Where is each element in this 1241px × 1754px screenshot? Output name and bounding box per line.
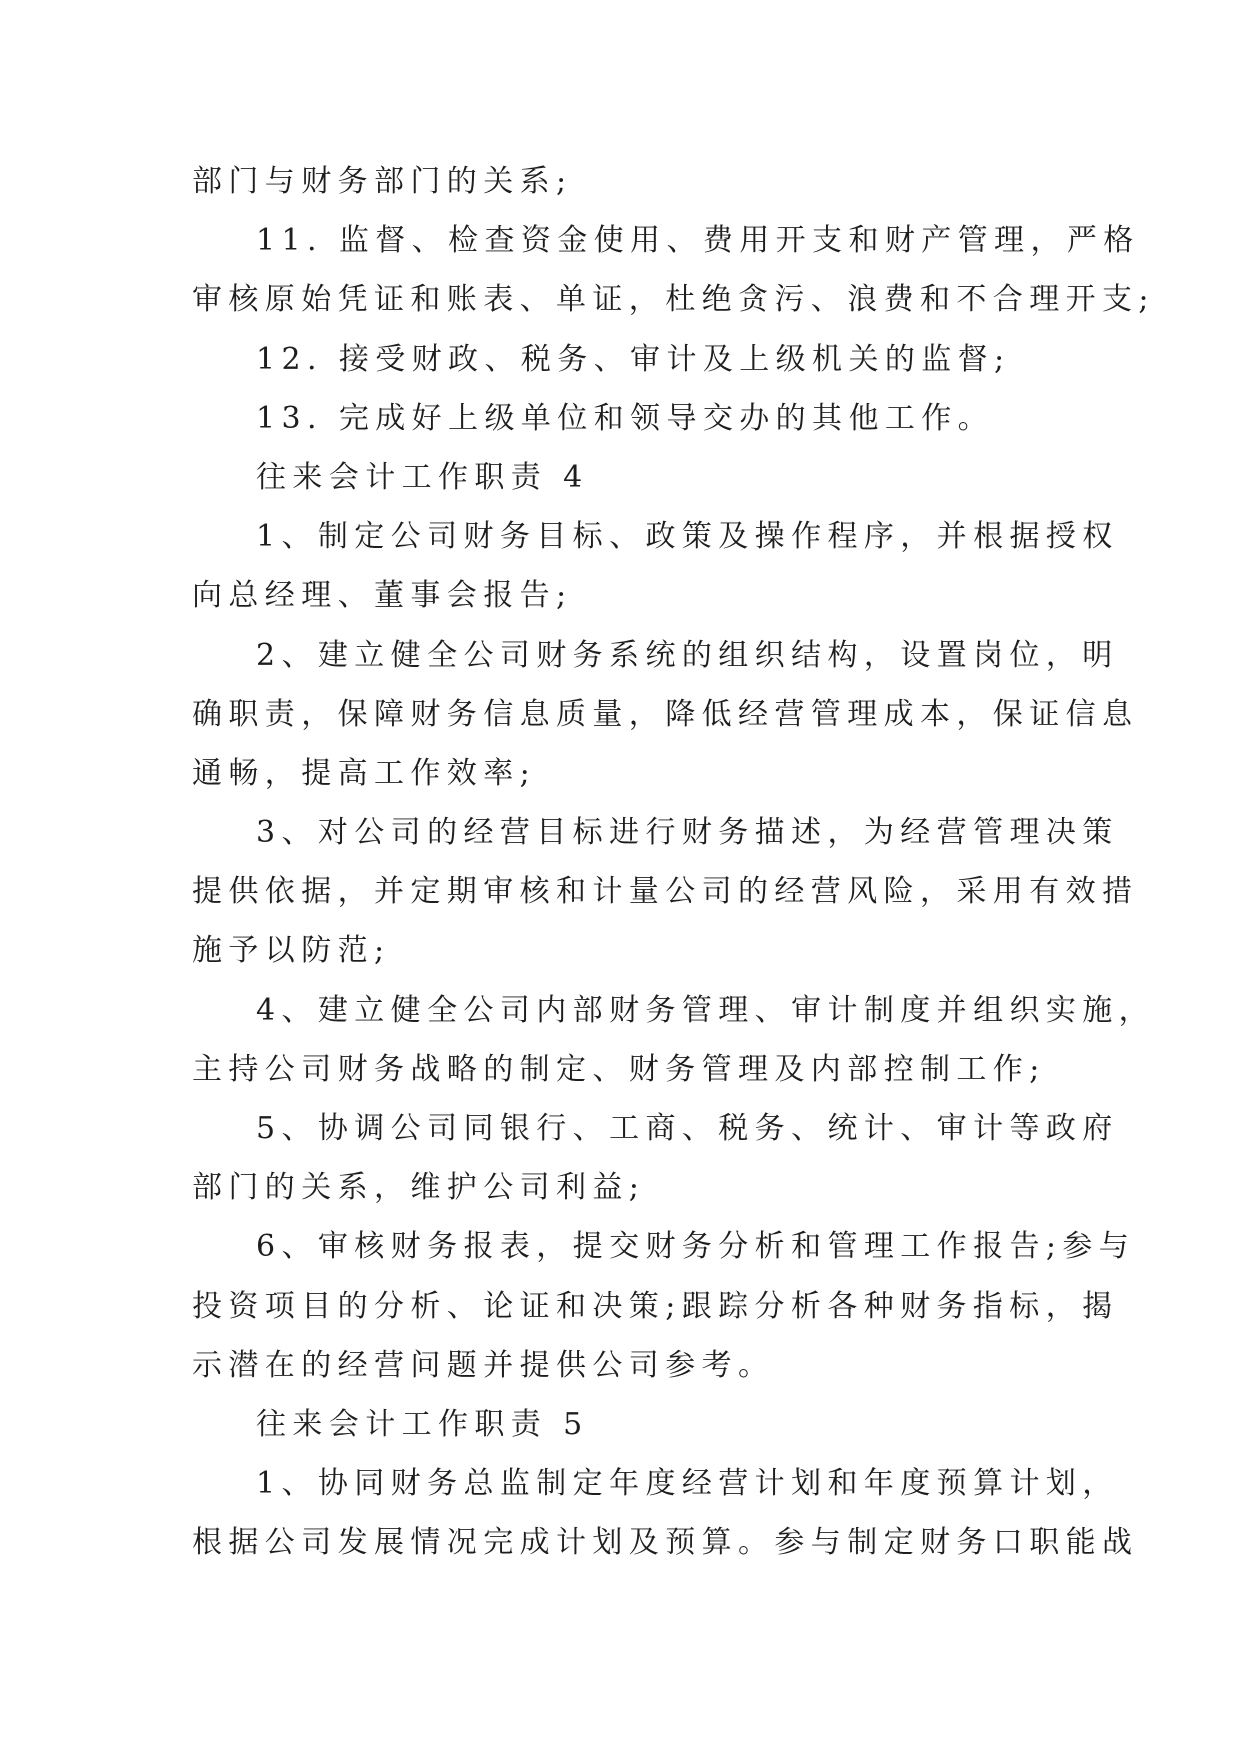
text-line: 通畅，提高工作效率;	[192, 755, 537, 791]
section-heading: 往来会计工作职责 5	[256, 1406, 589, 1442]
text-line: 确职责，保障财务信息质量，降低经营管理成本，保证信息	[192, 696, 1139, 732]
section-heading: 往来会计工作职责 4	[256, 459, 589, 495]
text-line: 1、制定公司财务目标、政策及操作程序，并根据授权	[256, 519, 1119, 555]
text-line: 4、建立健全公司内部财务管理、审计制度并组织实施，	[256, 992, 1156, 1028]
text-line: 11. 监督、检查资金使用、费用开支和财产管理，严格	[256, 223, 1140, 259]
text-line: 12. 接受财政、税务、审计及上级机关的监督;	[256, 341, 1011, 377]
text-line: 部门与财务部门的关系;	[192, 164, 573, 199]
text-line: 施予以防范;	[192, 933, 391, 969]
text-line: 5、协调公司同银行、工商、税务、统计、审计等政府	[256, 1111, 1119, 1146]
text-line: 1、协同财务总监制定年度经营计划和年度预算计划，	[256, 1466, 1119, 1502]
text-line: 主持公司财务战略的制定、财务管理及内部控制工作;	[192, 1051, 1046, 1087]
text-line: 审核原始凭证和账表、单证，杜绝贪污、浪费和不合理开支;	[192, 282, 1155, 318]
text-line: 2、建立健全公司财务系统的组织结构，设置岗位，明	[256, 637, 1119, 673]
text-line: 部门的关系，维护公司利益;	[192, 1170, 646, 1206]
text-line: 示潜在的经营问题并提供公司参考。	[192, 1347, 775, 1383]
document-body	[192, 152, 1156, 1573]
text-line: 3、对公司的经营目标进行财务描述，为经营管理决策	[256, 815, 1119, 851]
text-line: 13. 完成好上级单位和领导交办的其他工作。	[256, 400, 995, 436]
text-line: 投资项目的分析、论证和决策;跟踪分析各种财务指标，揭	[192, 1288, 1119, 1324]
text-line: 根据公司发展情况完成计划及预算。参与制定财务口职能战	[192, 1525, 1139, 1561]
text-line: 6、审核财务报表，提交财务分析和管理工作报告;参与	[256, 1229, 1136, 1265]
text-line: 向总经理、董事会报告;	[192, 578, 573, 614]
text-line: 提供依据，并定期审核和计量公司的经营风险，采用有效措	[192, 874, 1139, 910]
